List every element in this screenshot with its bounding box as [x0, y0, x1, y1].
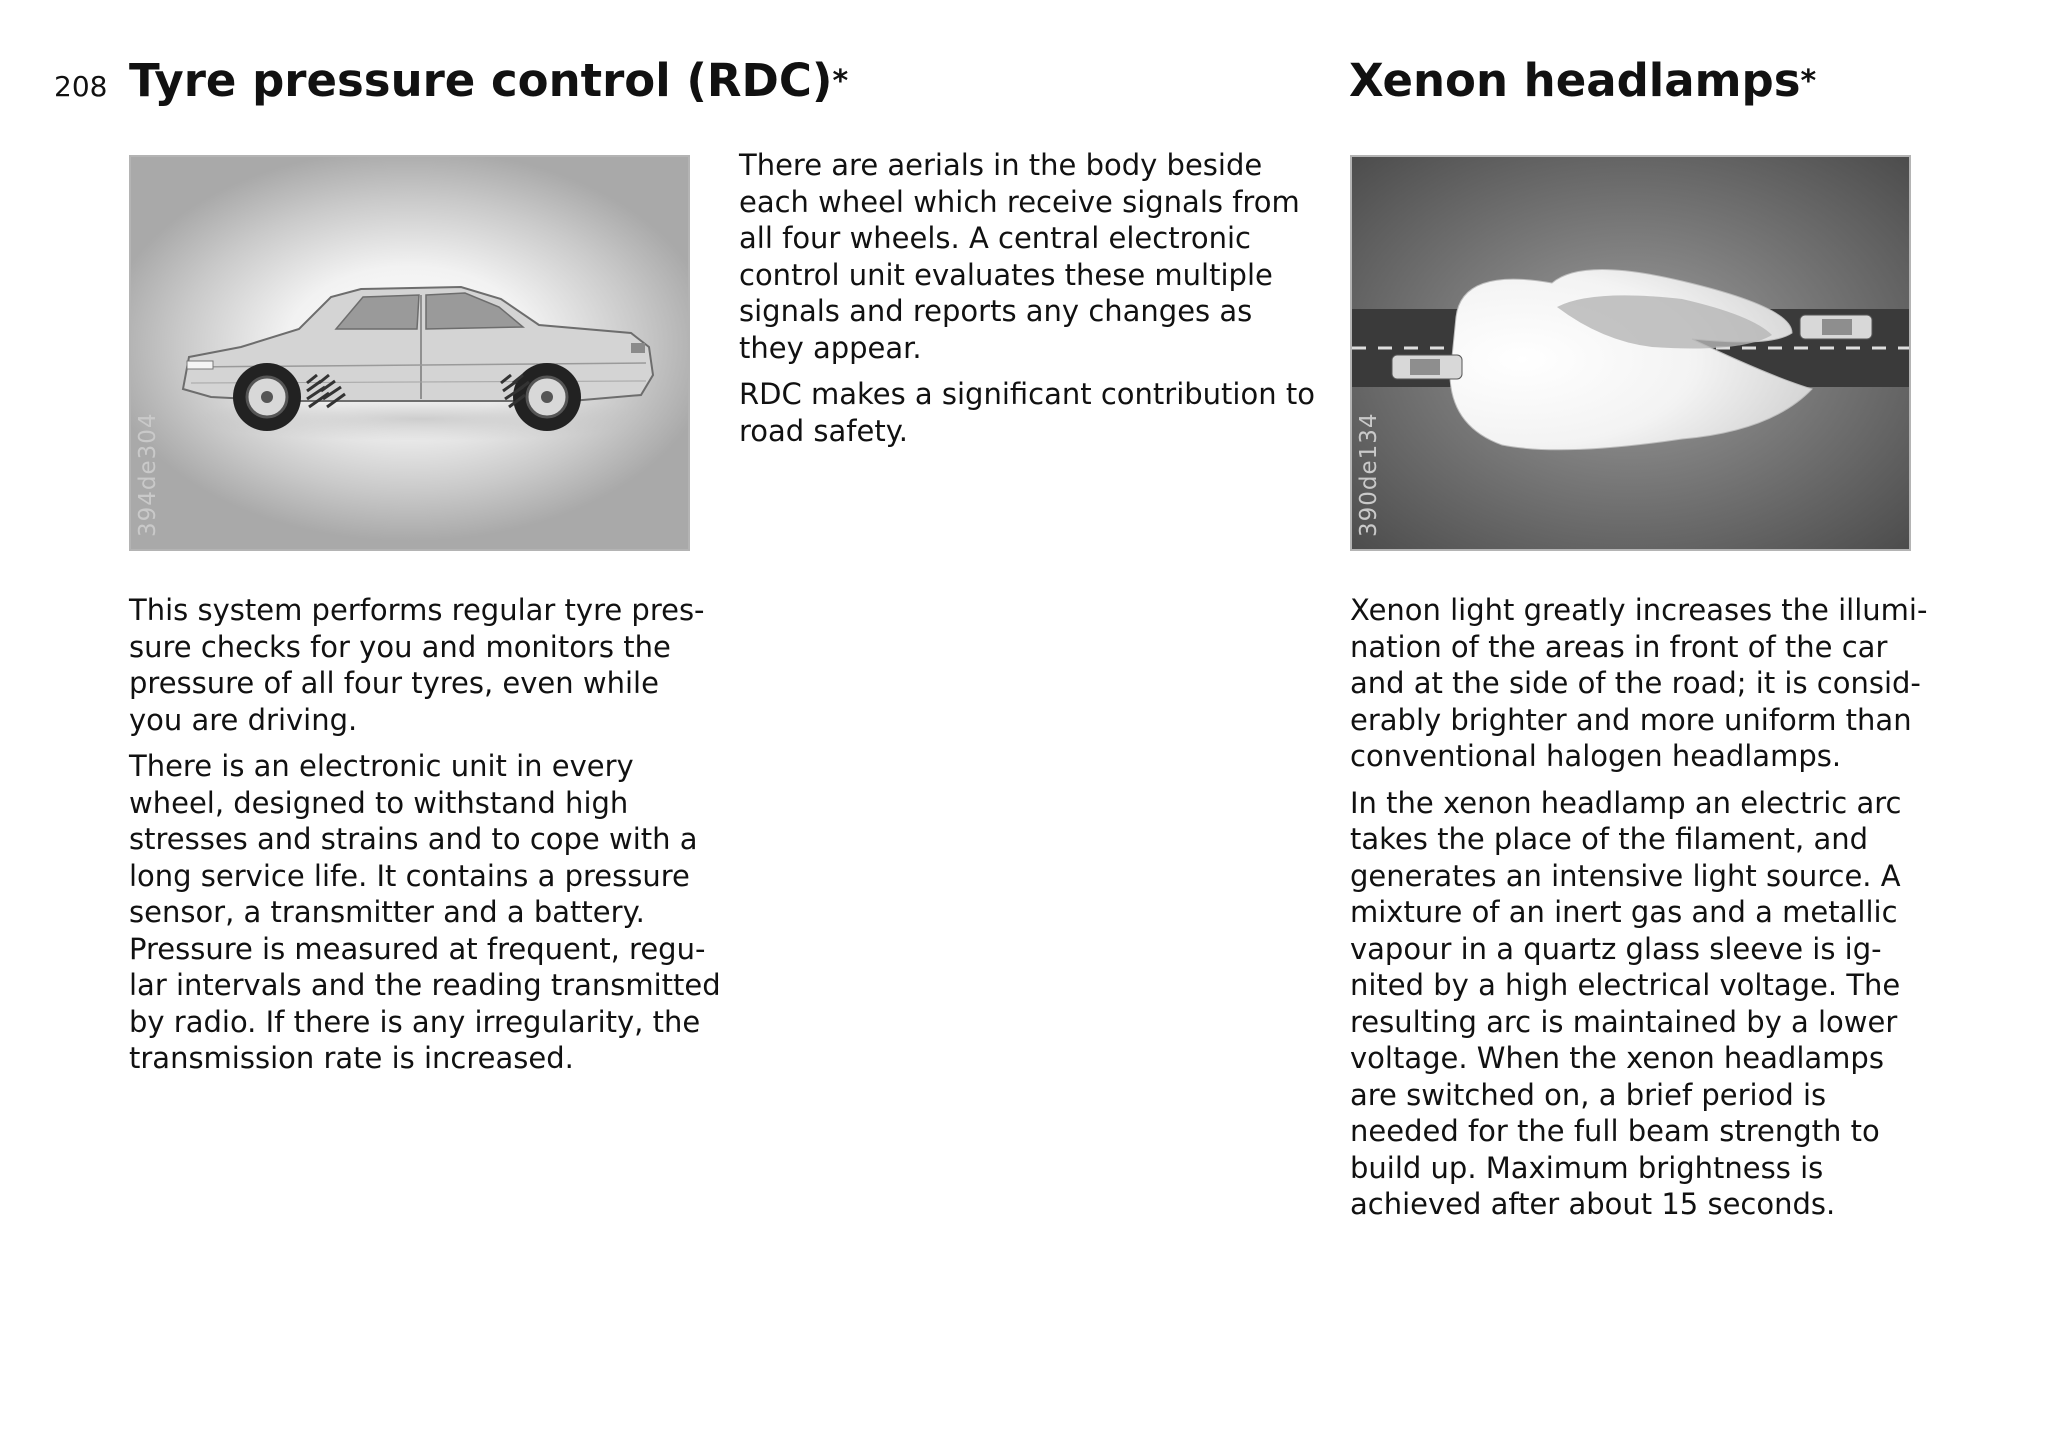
optional-marker: *	[1800, 64, 1817, 99]
paragraph: There are aerials in the body beside each wheel which receive signals from all four wheels. A central electronic control unit evaluates these multiple signals and reports any changes as they appear.	[739, 148, 1300, 365]
section-heading-rdc	[129, 54, 848, 107]
column-xenon	[1350, 592, 1970, 1233]
figure-headlamp-beam	[1350, 155, 1911, 551]
page-number: 208	[54, 70, 108, 103]
column-rdc-aerials	[739, 147, 1339, 459]
figure-car-tyre-sensors	[129, 155, 690, 551]
paragraph: Xenon light greatly increases the illumi- nation of the areas in front of the car and at the side of the road; it is consid- erably brighter and more uniform than conventional halogen headlamps.	[1350, 593, 1928, 773]
own-car-icon	[1392, 355, 1462, 379]
figure-code: 394de304	[135, 412, 161, 537]
column-rdc-intro	[129, 592, 729, 1087]
paragraph: There is an electronic unit in every wheel, designed to withstand high stresses and strains and to cope with a long service life. It contains a pressure sensor, a transmitter and a battery. Pressure is measured at frequent, regu- lar intervals and the reading transmitted by radio. If there is any irregularity, the transmission rate is increased.	[129, 749, 721, 1075]
heading-title: Tyre pressure control (RDC)	[129, 54, 833, 107]
beam-illustration	[1352, 157, 1909, 549]
optional-marker: *	[832, 64, 849, 99]
car-illustration	[131, 157, 688, 549]
oncoming-car-icon	[1800, 315, 1872, 339]
heading-title: Xenon headlamps	[1349, 54, 1801, 107]
front-wheel	[233, 363, 301, 431]
section-heading-xenon	[1349, 54, 1816, 107]
paragraph: RDC makes a significant contribution to road safety.	[739, 377, 1315, 448]
paragraph: This system performs regular tyre pres- sure checks for you and monitors the pressure of all four tyres, even while you are driving.	[129, 593, 705, 737]
figure-code: 390de134	[1356, 412, 1382, 537]
paragraph: In the xenon headlamp an electric arc takes the place of the filament, and generates an intensive light source. A mixture of an inert gas and a metallic vapour in a quartz glass sleeve is ig- nited by a high electrical voltage. The resulting arc is maintained by a lower voltage. When the xenon headlamps are switched on, a brief period is needed for the full beam strength to build up. Maximum brightness is achieved after about 15 seconds.	[1350, 785, 1902, 1221]
